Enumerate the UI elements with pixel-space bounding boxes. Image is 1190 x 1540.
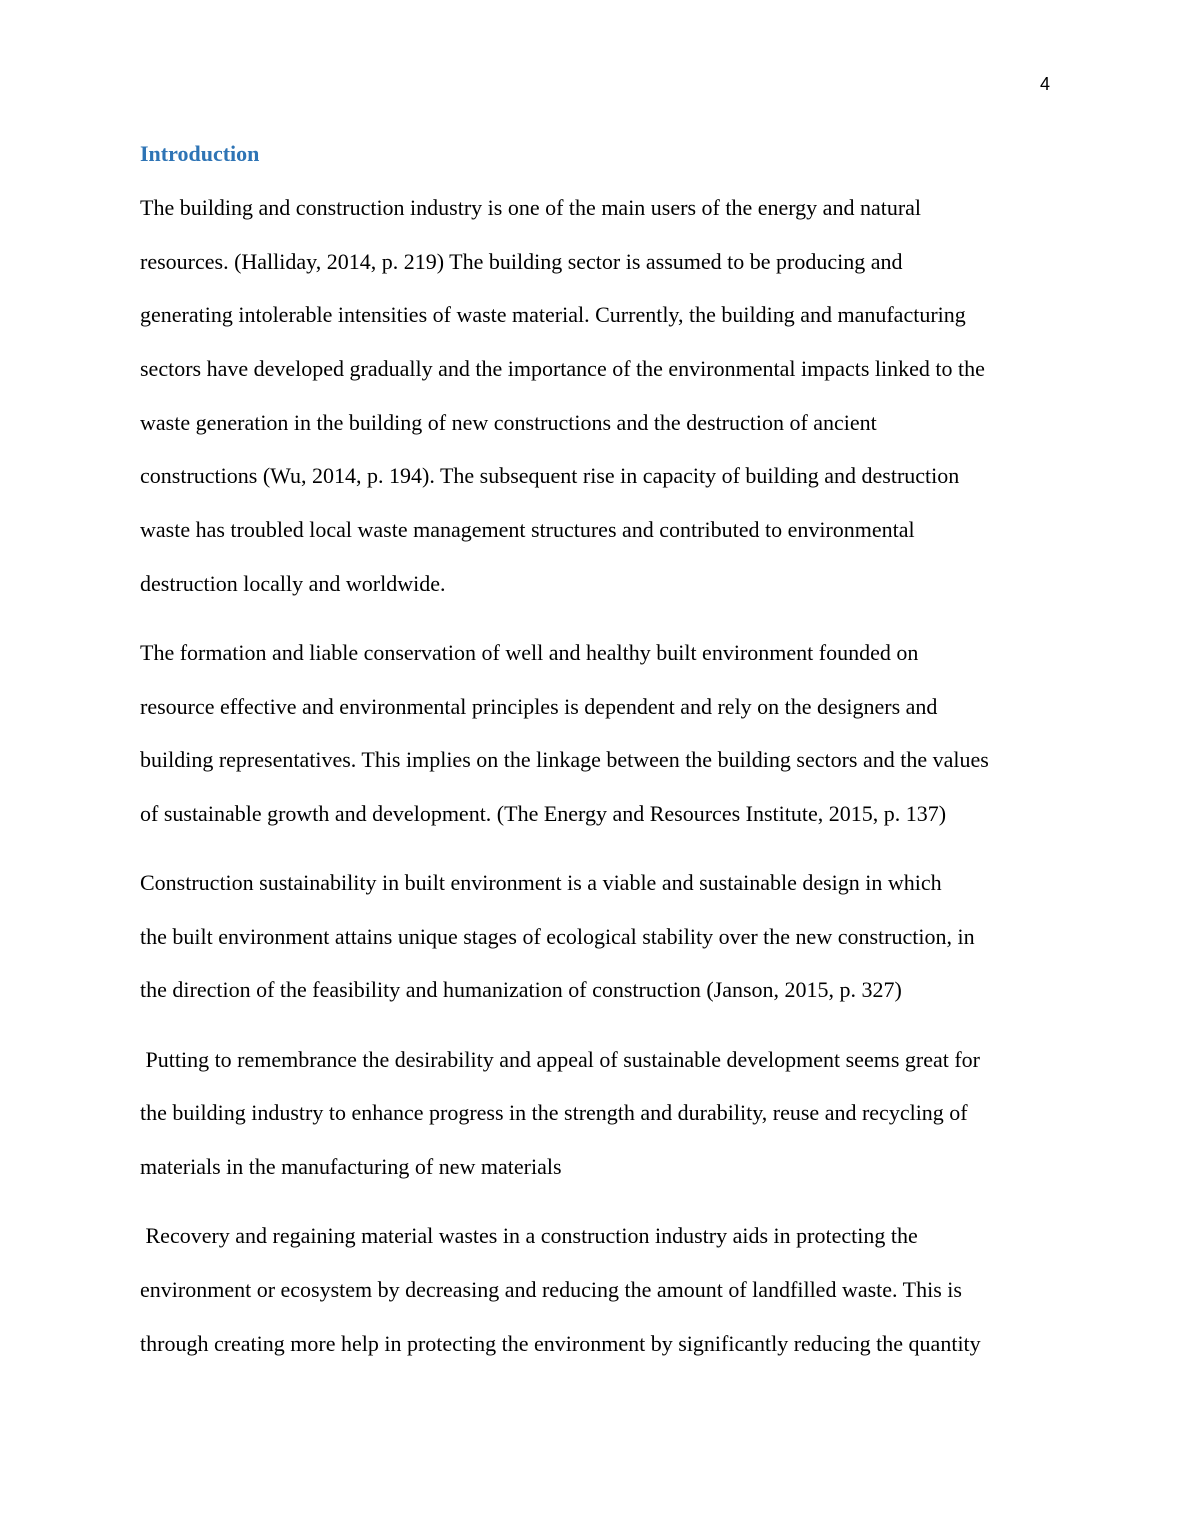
section-heading-introduction: Introduction bbox=[140, 141, 260, 166]
paragraph-line: the built environment attains unique stages of ecological stability over the new construction, in bbox=[140, 924, 975, 949]
paragraph-line: waste generation in the building of new constructions and the destruction of ancient bbox=[140, 410, 877, 435]
paragraph-line: waste has troubled local waste management structures and contributed to environmental bbox=[140, 517, 915, 542]
paragraph-line: the direction of the feasibility and humanization of construction (Janson, 2015, p. 327) bbox=[140, 977, 902, 1002]
paragraph-line: Construction sustainability in built environment is a viable and sustainable design in which bbox=[140, 870, 942, 895]
paragraph-line: of sustainable growth and development. (The Energy and Resources Institute, 2015, p. 137) bbox=[140, 801, 947, 826]
paragraph-line: The formation and liable conservation of well and healthy built environment founded on bbox=[140, 640, 919, 665]
paragraph-line: materials in the manufacturing of new materials bbox=[140, 1154, 562, 1179]
page-number: 4 bbox=[1039, 74, 1050, 94]
paragraph-line: Putting to remembrance the desirability and appeal of sustainable development seems great for bbox=[140, 1047, 981, 1072]
paragraph-line: the building industry to enhance progress in the strength and durability, reuse and recycling of bbox=[140, 1100, 968, 1125]
paragraph-line: sectors have developed gradually and the importance of the environmental impacts linked to the bbox=[140, 356, 985, 381]
paragraph-line: The building and construction industry is one of the main users of the energy and natural bbox=[140, 195, 922, 220]
paragraph-line: resources. (Halliday, 2014, p. 219) The building sector is assumed to be producing and bbox=[140, 249, 903, 274]
paragraph-line: generating intolerable intensities of waste material. Currently, the building and manufacturing bbox=[140, 302, 966, 327]
paragraph-line: Recovery and regaining material wastes in a construction industry aids in protecting the bbox=[140, 1223, 918, 1248]
paragraph-line: constructions (Wu, 2014, p. 194). The subsequent rise in capacity of building and destruction bbox=[140, 463, 960, 488]
paragraph-line: environment or ecosystem by decreasing and reducing the amount of landfilled waste. This is bbox=[140, 1277, 962, 1302]
paragraph-line: through creating more help in protecting the environment by significantly reducing the quantity bbox=[140, 1331, 981, 1356]
paragraph-line: resource effective and environmental principles is dependent and rely on the designers and bbox=[140, 694, 938, 719]
paragraph-line: building representatives. This implies on the linkage between the building sectors and the values bbox=[140, 747, 989, 772]
paragraph-line: destruction locally and worldwide. bbox=[140, 571, 446, 596]
